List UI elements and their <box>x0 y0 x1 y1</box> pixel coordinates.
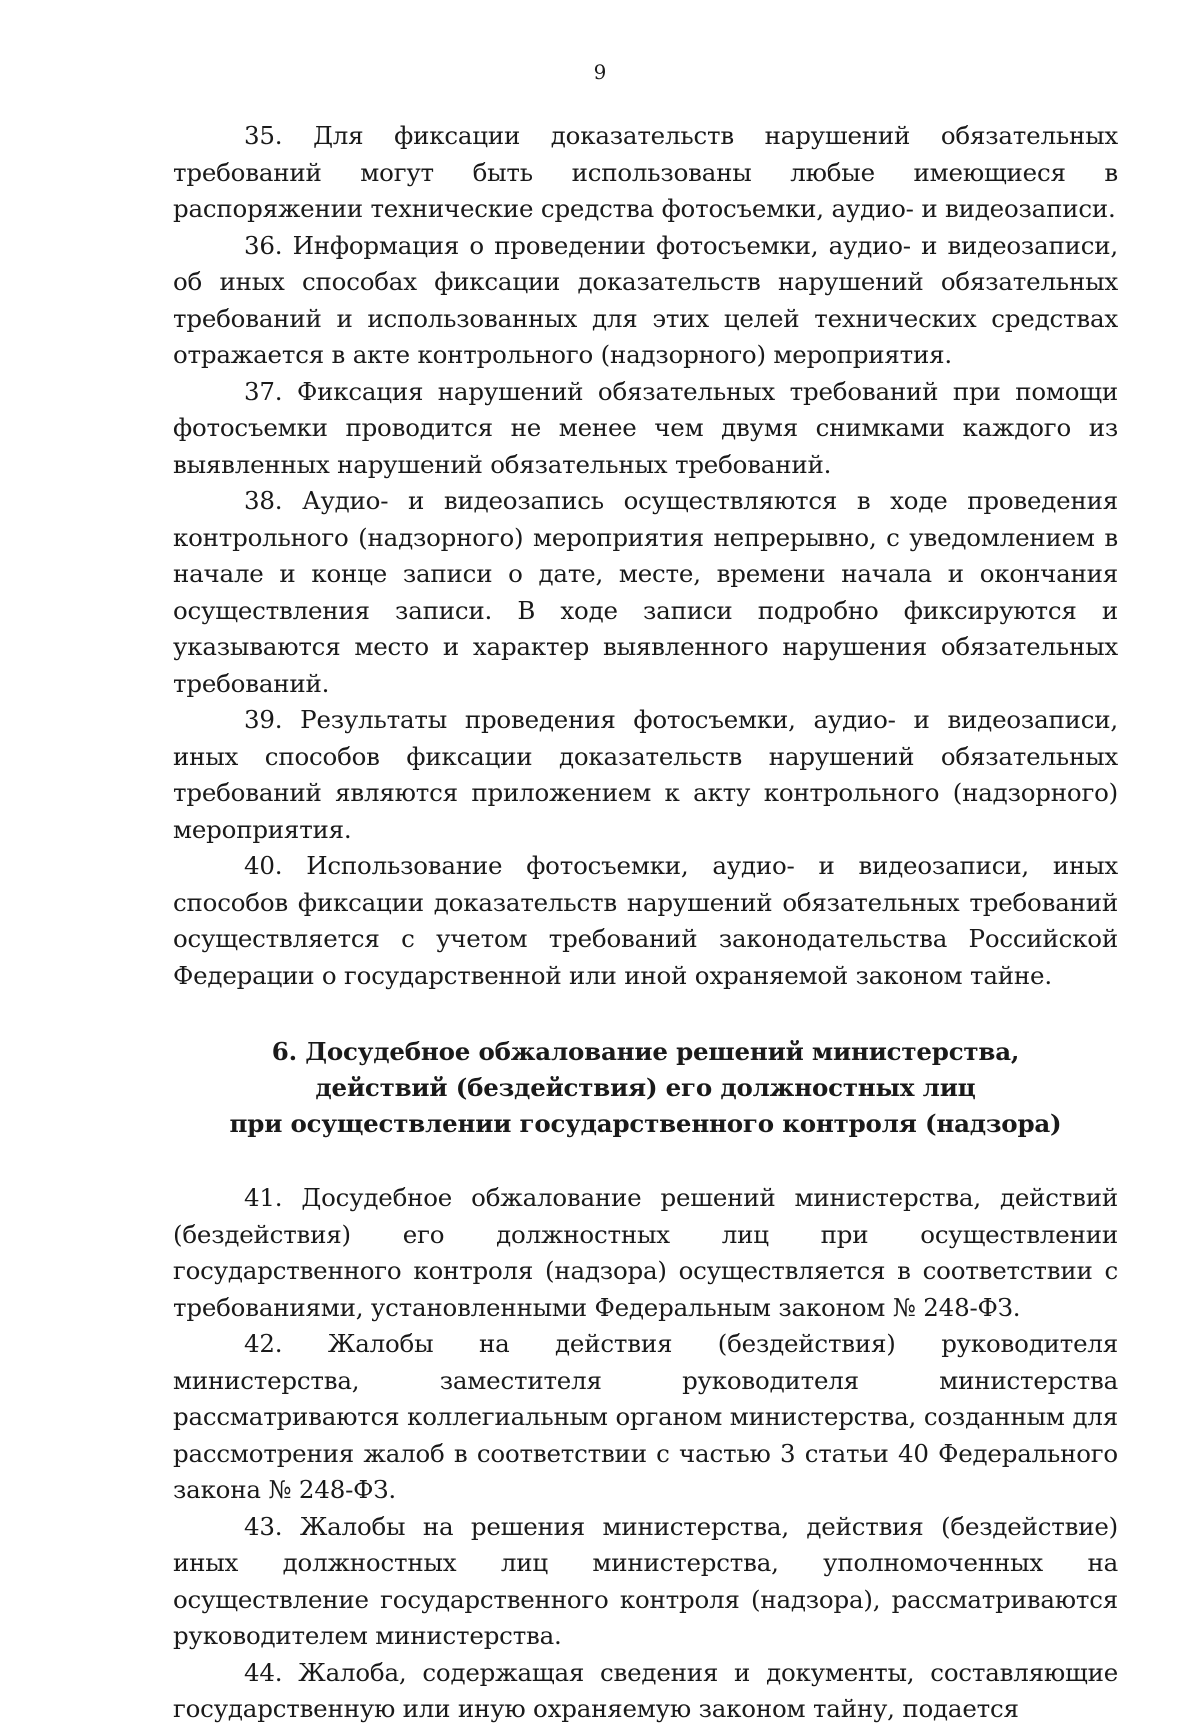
paragraph-42: 42. Жалобы на действия (бездействия) руководителя министерства, заместителя руководителя министерства рассматриваются коллегиальным органом министерства, созданным для рассмотрения жалоб в соответствии с частью 3 статьи 40 Федерального закона № 248-ФЗ. <box>173 1329 1118 1504</box>
section-heading-line-1: 6. Досудебное обжалование решений министерства, <box>271 1037 1020 1066</box>
paragraph-40: 40. Использование фотосъемки, аудио- и видеозаписи, иных способов фиксации доказательств нарушений обязательных требований осуществляется с учетом требований законодательства Российской Федерации о государственной или иной охраняемой законом тайне. <box>173 851 1118 990</box>
paragraph-35: 35. Для фиксации доказательств нарушений обязательных требований могут быть использованы любые имеющиеся в распоряжении технические средства фотосъемки, аудио- и видеозаписи. <box>173 121 1118 223</box>
paragraph-36: 36. Информация о проведении фотосъемки, аудио- и видеозаписи, об иных способах фиксации доказательств нарушений обязательных требований и использованных для этих целей технических средствах отражается в акте контрольного (надзорного) мероприятия. <box>173 230 1118 369</box>
section-heading-line-3: при осуществлении государственного контроля (надзора) <box>229 1109 1062 1138</box>
section-heading-line-2: действий (бездействия) его должностных лиц <box>315 1073 976 1102</box>
paragraph-39: 39. Результаты проведения фотосъемки, аудио- и видеозаписи, иных способов фиксации доказательств нарушений обязательных требований являются приложением к акту контрольного (надзорного) мероприятия. <box>173 705 1118 844</box>
paragraph-41: 41. Досудебное обжалование решений министерства, действий (бездействия) его должностных лиц при осуществлении государственного контроля (надзора) осуществляется в соответствии с требованиями, установленными Федеральным законом № 248-ФЗ. <box>173 1183 1118 1322</box>
paragraph-43: 43. Жалобы на решения министерства, действия (бездействие) иных должностных лиц министерства, уполномоченных на осуществление государственного контроля (надзора), рассматриваются руководителем министерства. <box>173 1511 1118 1650</box>
page-number: 9 <box>593 60 607 84</box>
section-heading <box>173 1034 1118 1142</box>
paragraph-44: 44. Жалоба, содержащая сведения и документы, составляющие государственную или иную охраняемую законом тайну, подается <box>173 1657 1118 1723</box>
paragraph-38: 38. Аудио- и видеозапись осуществляются в ходе проведения контрольного (надзорного) мероприятия непрерывно, с уведомлением в начале и конце записи о дате, месте, времени начала и окончания осуществления записи. В ходе записи подробно фиксируются и указываются место и характер выявленного нарушения обязательных требований. <box>173 486 1118 698</box>
document-body <box>173 118 1118 1728</box>
paragraph-37: 37. Фиксация нарушений обязательных требований при помощи фотосъемки проводится не менее чем двумя снимками каждого из выявленных нарушений обязательных требований. <box>173 376 1118 479</box>
